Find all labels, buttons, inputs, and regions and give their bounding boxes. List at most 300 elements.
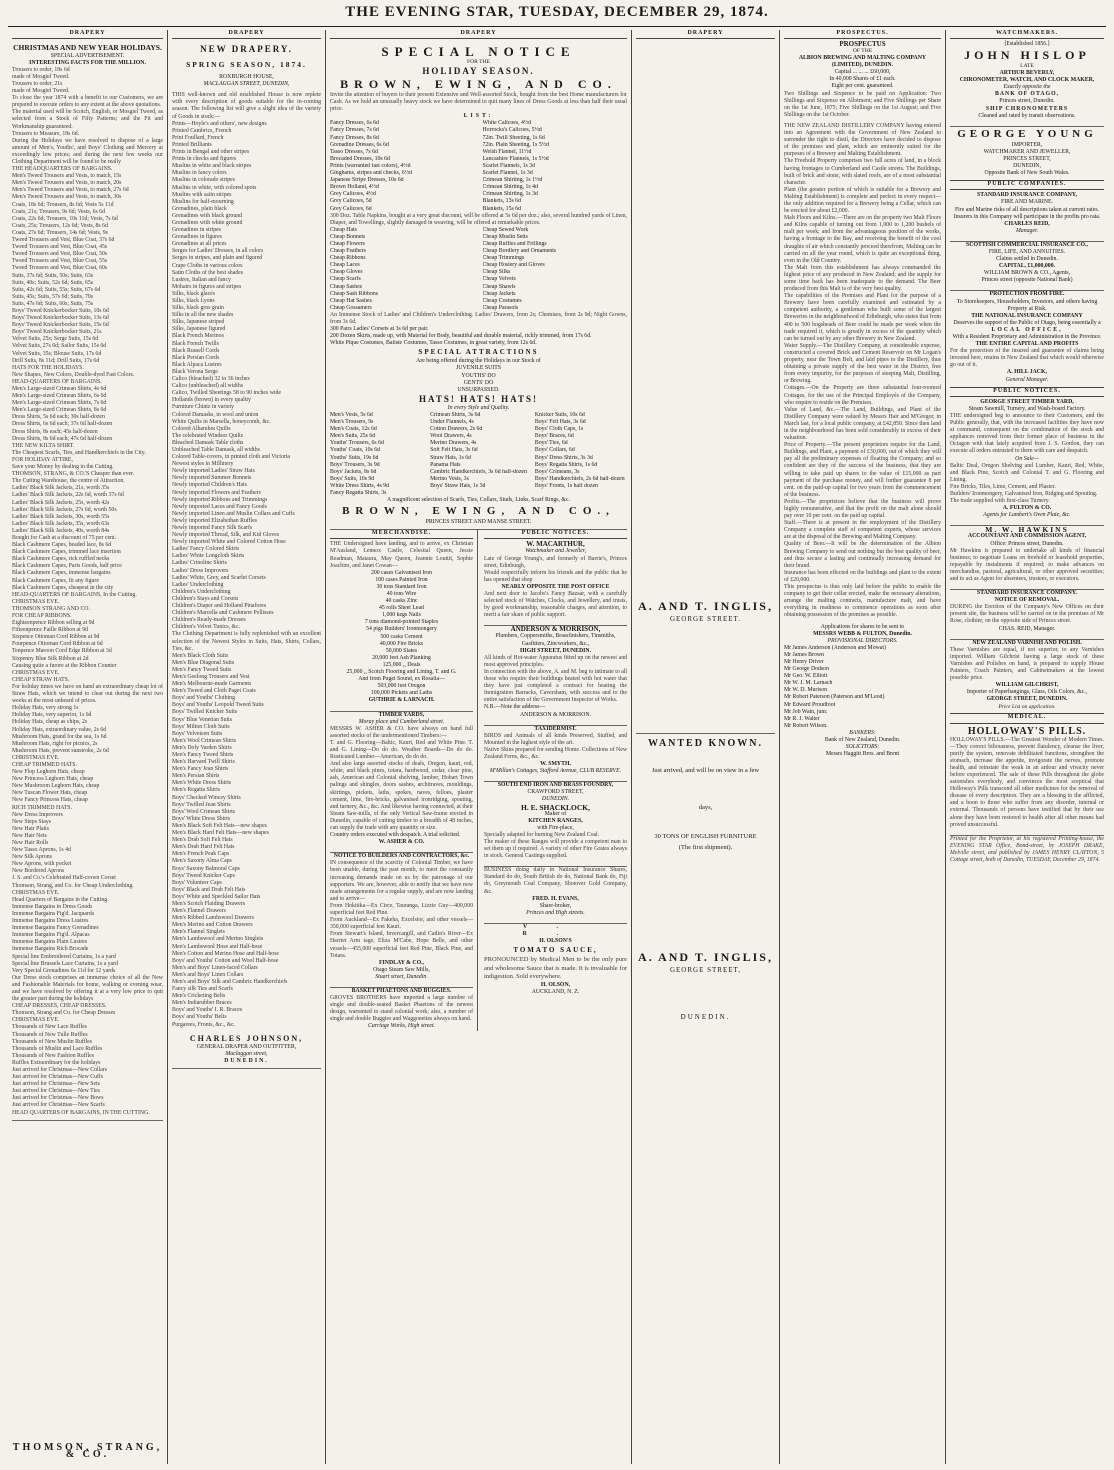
list-item: Silks, Japanese striped	[172, 319, 225, 326]
holloway-title: HOLLOWAY'S PILLS.	[967, 725, 1087, 737]
list-item: Coats, 27s 6d; Trousers, 14s 6d; Vests, 9s	[12, 229, 108, 236]
moray-place: Moray place and Cumberland street.	[358, 718, 445, 725]
column-1	[8, 30, 168, 1464]
list-item: Welsh Flannel, 11½d	[482, 148, 532, 155]
list-item: HEAD QUARTERS OF BARGAINS, IN THE CUTTING.	[12, 1109, 150, 1116]
list-item: Men's Large-sized Crimean Shirts, 7s 6d	[12, 400, 107, 407]
list-item: Just arrived for Christmas—New Scarfs	[12, 1102, 105, 1109]
list-item: Muslins for half-mourning	[172, 198, 234, 205]
cheap-list-b	[483, 227, 628, 312]
list-item: Black French Twills	[172, 340, 219, 347]
brown-agents: WILLIAM BROWN & CO., Agents,	[983, 270, 1071, 277]
southend-title: SOUTH END IRON AND BRASS FOUNDRY,	[497, 782, 614, 789]
cheap-list	[330, 227, 627, 312]
public-notices-col	[484, 530, 627, 1030]
young-title: GEORGE YOUNG	[957, 127, 1097, 140]
list-item: THOMSON, STRANG, & CO.'S Cheaper than ever.	[12, 471, 135, 478]
jack-name: A. HILL JACK,	[1007, 369, 1047, 376]
list-item: Newly imported Fancy Silk Scarfs	[172, 525, 253, 531]
bankers-name: Bank of New Zealand, Dunedin.	[824, 737, 901, 743]
list-item: Serges in stripes, and plain and figured	[172, 255, 263, 262]
on-sale: On Sale—	[1015, 455, 1039, 462]
list-item: Black Cashmere Capes, cheapest in the city	[12, 584, 114, 591]
apply-text: Applications for shares to be sent to	[820, 623, 905, 630]
list-item: Mr Henry Driver	[784, 658, 824, 665]
young-opposite: Opposite Bank of New South Wales.	[984, 170, 1070, 177]
of-the: OF THE	[852, 48, 873, 55]
list-item: Thousands of New Tulle Ruffles	[12, 1031, 88, 1038]
provisional-directors: PROVISIONAL DIRECTORS.	[827, 637, 898, 644]
taxidermist-text-2: Native Skins prepared for sending Home. Collections of New Zealand Ferns, &c., &c.	[484, 746, 627, 760]
list-item: Straw Hats, 1s 6d	[430, 454, 472, 461]
list-item: Cheap Bonnets	[330, 233, 366, 240]
list-item: Children's Velvet Tunics, &c.	[172, 624, 241, 631]
medical-head: MEDICAL.	[950, 713, 1104, 723]
george-street-2: GEORGE STREET,	[669, 965, 742, 974]
list-item: 25,000 ,, Scotch Flooring and Lining, T. and G.	[346, 669, 457, 676]
list-item: Cheap Hosiery and Gloves	[482, 262, 545, 269]
list-item: Lustres, Italian and fancy	[172, 276, 231, 283]
capital-text: CAPITAL, £1,000,000.	[998, 263, 1056, 270]
princes-street: PRINCES STREET AND MANSE STREET.	[425, 519, 532, 526]
list-item: Ladies' Fancy Colored Skirts	[172, 546, 240, 553]
col1-title: CHRISTMAS AND NEW YEAR HOLIDAYS.	[13, 43, 162, 53]
standard-title: STANDARD INSURANCE COMPANY,	[977, 192, 1077, 199]
exactly-opposite: Exactly opposite the	[1003, 84, 1051, 91]
list-item: 20,000 feet Ash Planking	[372, 654, 431, 661]
list-item: Men's Large-sized Crimean Shirts, 6s 6d	[12, 393, 107, 400]
list-item: Men's Flannel Singlets	[172, 929, 225, 936]
anderson-3: HIGH STREET, DUNEDIN.	[519, 647, 592, 654]
list-item: Men's Lambswool Hose and Half-hose	[172, 943, 263, 950]
inglis-title-1: A. AND T. INGLIS,	[638, 599, 773, 614]
smyth-sig: W. SMYTH.	[540, 761, 571, 768]
list-item: Mushroom Hats, grand for the sea, 1s 6d	[12, 733, 107, 740]
public-notices-head-2: PUBLIC NOTICES.	[950, 387, 1104, 397]
established: [Established 1856.]	[1004, 41, 1050, 48]
list-item: Muslins in white, with colored spots	[172, 184, 257, 191]
list-item: Men's Tweed Trousers and Vests, to match, 30s	[12, 194, 122, 201]
findlay-sig: FINDLAY & CO.,	[379, 959, 424, 966]
masthead-rule	[8, 26, 1106, 27]
list-item: Men's Drab Hard Felt Hats	[172, 844, 235, 851]
holloway-text: HOLLOWAY'S PILLS.—The Greatest Wonder of Modern Times.—They correct biliousness, prevent flatulency, cleanse the liver, purify the system, renovate debilitated functions, strengthen the stomach, increase the appetite, invigorate the nerves, promote health, and reinstate the weak in an ardour and vivacity never before experienced. The sale of these Pills throughout the globe astonishes everybody, and convinces the most sceptical that Holloway's Pills transcend all other medicines for the removal of disease of every description. They are a blessing to the afflicted, and a boon to those who suffer from any disorder, internal or external. Thousands of persons have testified that by their use alone they have been restored to health after all other means had proved unsuccessful.	[950, 736, 1104, 828]
hawkins-title: M. W. HAWKINS	[985, 525, 1069, 535]
macarthur-5: NEARLY OPPOSITE THE POST OFFICE	[501, 583, 610, 590]
gilchrist-2: Importer of Paperhangings, Glass, Oils Colors, &c.,	[966, 689, 1088, 696]
garment-list-a	[330, 412, 422, 497]
olson-sig: H. OLSON,	[540, 981, 571, 988]
juvenile-2: YOUTHS' DO	[461, 372, 496, 379]
prospectus-p10: Price of Property.—The present proprietors require for the Land, Buildings, and Plant, a payment of £30,000, out of which they will pay all the preliminary expenses of floating the Company; and so confident are they of the success of the business, that they are willing to take paid up shares to the value of £15,000 as part payment of the purchase money, and will further guarantee 8 per cent. on the paid-up capital for two years from the commencement of the business.	[784, 442, 941, 498]
evans-sig-2: Share-broker,	[539, 902, 572, 909]
pique-text: White Pique Costumes, Batiste Costumes, Tasso Costumes, in great variety, from 12s 6d.	[330, 340, 537, 347]
anderson-4: All kinds of Hot-water Apparatus fitted up on the newest and most approved principles.	[484, 654, 627, 668]
anderson-6: N.B.—Note the address—	[484, 704, 546, 711]
list-item: Drill Suits, 8s 11d; Drill Suits, 17s 6d	[12, 357, 100, 364]
list-item: Youths' Suits, 19s 6d	[330, 454, 379, 461]
list-item: The Clothing Department is fully replenished with an excellent selection of the Newest Styles in Suits, Hats, Shirts, Collars, Ties, &c.	[172, 631, 321, 652]
list-item: Fancy Dresses, 8s 6d	[330, 134, 379, 141]
list-item: Children's Underclothing	[172, 588, 231, 595]
olson-title: H. OLSON'S	[539, 938, 572, 945]
list-item: Newly imported White and Colored Cotton Hose	[172, 539, 286, 546]
cheap-list-a	[330, 227, 475, 312]
list-item: Cheap Parasols	[482, 304, 519, 311]
list-item: Boys' Blue Venetian Suits	[172, 716, 233, 723]
list-item: Newly imported Linen and Muslin Collars and Cuffs	[172, 510, 295, 517]
deserves-text: Deserves the support of the Public of Otago, being essentially a	[953, 319, 1101, 326]
column-4-head: DRAPERY	[636, 30, 775, 39]
list-item: Grenadines, plain black	[172, 205, 227, 212]
list-item: Men's Black Cloth Suits	[172, 652, 229, 659]
list-item: Thomson, Strang, and Co. for Cheap Underclothing.	[12, 882, 134, 889]
anderson-5: In connection with the above, A. and M. beg to intimate to all those who require their buildings heated with hot water that they have just completed a contract for heating the Immigration Barracks, Caversham, with success and to the entire satisfaction of the Government Inspector of Works.	[484, 668, 627, 704]
list-item: Under Flannels, 4s	[430, 419, 474, 426]
list-item: Black Cashmere Capes, rick ruffled necks	[12, 556, 110, 563]
list-item: Dress Shirts, 8s each; 45s half-dozen	[12, 428, 98, 435]
merchandise-head: MERCHANDISE.	[330, 530, 473, 539]
imprint: Printed for the Proprietor, at his registered Printing-house, the EVENING STAR Office, Bond-street, by JOSEPH DRAKE, Melville street, and published by JAMES HENRY CLAYTON, 5 Cottage street, both of Dunedin, TUESDAY, December 29, 1874.	[950, 835, 1104, 863]
list-item: Newly imported Children's Hats	[172, 482, 247, 489]
list-item: Black Cashmere Capes, fit any figure	[12, 577, 99, 584]
list-item: Cheap Costumes	[482, 297, 522, 304]
list-item: Very Special Grenadines 6s 11d for 12 yards	[12, 967, 116, 974]
list-item: Prints in Bengal and other stripes	[172, 149, 250, 156]
list-item: Men's Tweed Trousers and Vests, to match, 27s 6d	[12, 187, 129, 194]
list-item: The Cheapest Scarfs, Ties, and Handkerchiefs in the City.	[12, 449, 146, 456]
directors-list	[784, 645, 941, 730]
list-item: Boys' Regatta Shirts, 1s 6d	[534, 461, 598, 468]
list-item: Purgarees, Fronts, &c., &c.	[172, 1021, 236, 1028]
list-item: RICH TRIMMED HATS.	[12, 804, 72, 811]
list-item: made of Mosgiel Tweed.	[12, 73, 70, 80]
list-item: Boys' Dress Shirts, 3s 3d	[534, 454, 593, 461]
anderson-title: ANDERSON & MORRISON,	[510, 625, 601, 634]
george-street-1: GEORGE STREET.	[669, 615, 742, 624]
list-item: Boys' Trousers, 3s 9d	[330, 461, 380, 468]
gilchrist-3: GEORGE STREET, DUNEDIN.	[986, 696, 1068, 703]
list-item: And from Puget Sound, ex Rosalia—	[358, 676, 445, 683]
list-item: Newly imported Ladies' Straw Hats	[172, 468, 255, 475]
list-item: Men's and Boys' Linen Collars	[172, 971, 244, 978]
list-item: CHRISTMAS EVE.	[12, 598, 60, 605]
list-item: Black Cashmere Capes, beaded lace, 8s 6d	[12, 542, 112, 549]
list-item: New Hair Nets	[12, 832, 47, 839]
list-item: CHEAP DRESSES, CHEAP DRESSES.	[12, 1003, 107, 1010]
list-item: Men's Saxony Alma Caps	[172, 858, 232, 865]
list-item: Silks, Japanese figured	[172, 326, 226, 333]
list-item: Men's Suits, 25s 6d	[330, 433, 376, 440]
list-item: Cheap Bordlery and Ornaments	[482, 248, 557, 255]
asher-text-3: And also large assorted stocks of deals, Oregon, kauri, red, white, and black pines, totara, hardwood, cedar, clear pine, ash, American and Colonial shelving, lumber, Hobart Town palings and shingles, doors sashes, architraves, mouldings, skirtings, pickets, laths, spokes, naves, felloes, plaster cement, lime, fire-bricks, galvanised ironridging, spouting, and turnery, &c., &c. And likewise having connected, at their Steam Saw-mills, of the only Vertical Saw-frame erected in Dunedin, capable of cutting timber to a breadth of 48 inches, can supply the trade with any quantity or size.	[330, 761, 473, 831]
list-item: Cheap Hats	[330, 226, 357, 233]
col2-title: NEW DRAPERY.	[200, 44, 293, 55]
fulton-sig-2: Agents for Lambert's Oven Plate, &c.	[983, 512, 1071, 519]
insurers-text: Insurers in this Company will participate in the profits pro rata.	[953, 213, 1101, 220]
beverly-name: ARTHUR BEVERLY,	[999, 70, 1055, 77]
list-item: New Hair Rolls	[12, 840, 49, 846]
list-item: Crimean Shirting, 1s 4d	[482, 184, 538, 191]
list-item: Men's Drab Soft Felt Hats	[172, 837, 233, 844]
list-item: Dress Shirts, 6s 6d each; 37s 6d half-dozen	[12, 421, 113, 428]
list-item: Men's Harvard Twill Shirts	[172, 759, 235, 766]
list-item: Tweed Trousers and Vest, Blue Coat, 60s	[12, 265, 108, 272]
reid-name: CHARLES REID,	[1004, 220, 1050, 227]
holiday-season: HOLIDAY SEASON.	[422, 66, 535, 76]
list-item: Boys' Volunteer Caps	[172, 879, 222, 886]
list-item: Immense Bargains in Dress Goods	[12, 903, 93, 910]
basket-title: BASKET PHAETONS AND BUGGIES.	[351, 987, 452, 994]
list-item: Ladies' Black Silk Jackets, 30s, worth 55s	[12, 513, 110, 520]
brown-ewing-sig: BROWN, EWING, AND CO.,	[342, 505, 615, 518]
for-the: FOR THE	[466, 59, 491, 66]
list-item: Fancy Regatta Shirts, 3s	[330, 489, 387, 496]
protection-title: PROTECTION FROM FIRE.	[989, 291, 1065, 298]
price-list-a	[330, 120, 475, 212]
masthead-title: THE EVENING STAR, TUESDAY, DECEMBER 29, 1874.	[345, 4, 769, 20]
list-item: Boys' Crimeans, 3s	[534, 468, 580, 475]
columns	[8, 30, 1108, 1464]
list-item: Boys' Jackets, 8s 6d	[330, 468, 377, 475]
col2-season: SPRING SEASON, 1874.	[186, 60, 307, 70]
list-item: Grenadines with white ground	[172, 219, 243, 226]
list-item: HATS FOR THE HOLIDAYS.	[12, 364, 84, 371]
list-item: Black Persian Cords	[172, 354, 220, 361]
shares-line: In 40,000 Shares of £1 each.	[829, 76, 896, 83]
basket-sig: Carriage Works, High street.	[367, 1023, 436, 1030]
fire-marine: FIRE AND MARINE.	[1000, 199, 1053, 206]
list-item: Calico (bleached) 32 to 36 inches	[172, 376, 250, 383]
prospectus-p11: Profits.—The proprietors believe that the business will prove highly remunerative, and that the profit on the malt alone should pay over 10 per cent. on the paid up capital.	[784, 498, 941, 520]
list-item: Black Russell Cords	[172, 347, 220, 354]
list-item: Cheap Gossamers	[330, 304, 372, 311]
list-item: Mr W. J. M. Larnach	[784, 680, 833, 687]
list-item: Furniture Chintz in variety	[172, 404, 234, 411]
list-item: Grenadine Dresses, 6s 6d	[330, 141, 389, 148]
list-item: Men's Cotton and Merino Hose and Half-hose	[172, 950, 279, 957]
list-item: Prints in checks and figures	[172, 156, 237, 163]
list-item: Mr Geo. W. Elliott	[784, 673, 828, 680]
list-item: New Tuscan Flower Hats, cheap	[12, 790, 88, 797]
shacklock-2: Maker of	[544, 810, 567, 817]
young-importer: IMPORTER,	[1011, 141, 1043, 148]
list-item: Newly imported Summer Bonnets	[172, 475, 252, 482]
list-item: FOR HOLIDAY ATTIRE,	[12, 456, 73, 463]
list-item: Tasso Dresses, 7s 6d	[330, 148, 378, 155]
accountant: ACCOUNTANT AND COMMISSION AGENT,	[967, 533, 1087, 540]
prospectus-p5: The Malt from this establishment has always commanded the highest price of any produced in New Zealand; and the supply for some time back has been inadequate to the demand. The Beer produced from this Malt is of the very best quality.	[784, 264, 941, 293]
inglis-dunedin: DUNEDIN.	[680, 1012, 731, 1021]
gst-text-7: The trade supplied with first-class Turnery.	[950, 498, 1050, 505]
list-item: New Mushroom Leghorn Hats, cheap	[12, 783, 100, 790]
list-item: Children's Ready-made Dresses	[172, 617, 246, 624]
list-item: CHRISTMAS EVE.	[12, 669, 60, 676]
list-item: 1,000 kegs Nails	[382, 612, 421, 619]
list-item: Panama Hats	[430, 461, 461, 468]
list-item: Black French Merinos	[172, 333, 224, 340]
list-item: Immense Bargains Fig'd. Alpacas	[12, 932, 90, 939]
prospectus-p8: Cottages.—On the Property are three substantial four-roomed Cottages, for the use of the Principal Employés of the Company, who require to reside on the Premises.	[784, 385, 941, 406]
list-item: Mushroom Hats, right for picnics, 2s	[12, 740, 98, 747]
price-list	[330, 120, 627, 212]
list-item: Men's Cricketing Belts	[172, 993, 226, 1000]
list-item: Ladies' Black Silk Jackets, 40s, worth 84s	[12, 527, 110, 534]
list-heading: LIST:	[463, 113, 494, 120]
list-item: Grenadines in figures	[172, 234, 222, 241]
fire-life: FIRE, LIFE, AND ANNUITIES.	[988, 248, 1066, 255]
juvenile-4: UNSURPASSED.	[457, 386, 500, 393]
list-item: Grenadines in stripes	[172, 227, 221, 234]
list-item: During the Holidays we have resolved to dispose of a large amount of Men's, Youths', and Boys' Clothing and Mercery at exceedingly low prices; and during the next few weeks our Clothing Department will be found to be really	[12, 137, 163, 165]
list-item: Black Cashmere Capes, Paris Goods, half price	[12, 563, 122, 570]
list-item: Mr Job Wain, junr.	[784, 708, 828, 715]
list-item: Colored Table-covers, in printed cloth and Victoria	[172, 454, 290, 461]
list-item: Prints—Hoyle's and others', new designs	[172, 120, 267, 127]
special-attractions: SPECIAL ATTRACTIONS	[418, 348, 539, 357]
hawkins-office: Office: Princes street, Dunedin.	[990, 540, 1064, 547]
list-item: Just arrived for Christmas—New Collars	[12, 1067, 107, 1073]
column-4	[632, 30, 780, 1464]
list-item: Ladies' Dress Improvers	[172, 567, 229, 574]
list-item: Thomson, Strang and Co. for Cheap Dresses	[12, 1010, 116, 1017]
list-item: Special line Brussels Lace Curtains, 1s a yard	[12, 960, 118, 967]
prospectus-title: PROSPECTUS	[839, 40, 886, 49]
underclothing-text: An Immense Stock of Ladies' and Children's Underclothing. Ladies' Drawers, from 2s; Chemises, from 2s 9d; Night Gowns, from 3s 6d.	[330, 311, 627, 325]
list-item: Boys' Braces, 6d	[534, 433, 574, 440]
col1-sub2: INTERESTING FACTS FOR THE MILLION.	[29, 59, 146, 66]
list-item: Tweed Trousers and Vest, Blue Coat, 55s	[12, 258, 108, 265]
list-item: Men's Large-sized Crimean Shirts, 4s 6d	[12, 386, 107, 392]
list-item: 100 cases Painted Iron	[375, 576, 428, 583]
list-item: Coats, 25s; Trousers, 12s 6d; Vests, 8s 6d	[12, 222, 108, 229]
shacklock-4: with Fire-place,	[537, 824, 574, 831]
list-item: Boys' Saxony Balmoral Caps	[172, 865, 240, 872]
list-item: Men's White Dress Shirts	[172, 780, 232, 787]
crawford-street: CRAWFORD STREET,	[527, 789, 584, 796]
list-item: Fancy Dresses, 7s 6d	[330, 127, 379, 134]
list-item: Men's Persian Shirts	[172, 773, 220, 780]
col1-line-list	[12, 67, 163, 1117]
list-item: 72in. Plain Sheeting, 1s 5½d	[482, 141, 550, 148]
list-item: Men's Indiarubber Braces	[172, 1000, 232, 1007]
list-item: Muslins in colorado stripes	[172, 177, 235, 184]
anderson-2: Plumbers, Coppersmiths, Brassfinishers, Tinsmiths, Gasfitters, Zincworkers, &c.,	[495, 633, 616, 647]
list-item: Merino Drawers, 4s	[430, 440, 477, 447]
list-item: Velvet Suits, 25s; Serge Suits, 15s 6d	[12, 336, 99, 343]
public-notices-head: PUBLIC NOTICES.	[484, 530, 627, 539]
macarthur-title: W. MACARTHUR,	[526, 540, 585, 549]
list-item: Boys' Black and Drab Felt Hats	[172, 886, 246, 893]
list-item: Cheap Shawls	[482, 283, 516, 290]
list-item: Sixpence Ottoman Cord Ribbon at 9d	[12, 634, 100, 641]
list-item: Mushroom Hats, prevent sunstroke, 2s 6d	[12, 747, 109, 754]
list-item: Men's Tweed and Cloth Paget Coats	[172, 688, 256, 695]
asher-sig: W. ASHER & CO.	[378, 839, 425, 846]
taxidermist-text: BIRDS and Animals of all kinds Preserved, Stuffed, and Mounted in the highest style of the art.	[484, 732, 627, 746]
list-item: Boys' White and Speckled Sailor Hats	[172, 893, 261, 900]
prospectus-p13: Quality of Beer.—It will be the determination of the Albion Brewing Company to send out nothing but the best quality of beer, and thus secure a lasting and continually increasing demand for their brand.	[784, 541, 941, 569]
list-item: Scarlet Flannel, 1s 3d	[482, 170, 533, 177]
macarthur-6: And next door to Jacobs's Fancy Bazaar, with a carefully selected stock of Watches, Clocks, and Jewellery, and trusts, by good workmanship, reasonable charges, and attention, to merit a fair share of public support.	[484, 591, 627, 619]
list-item: Eighteenpence Ribbon selling at 9d	[12, 620, 95, 627]
capital-line: Capital ... ... ... £60,000,	[834, 69, 891, 76]
list-item: Mr Edward Proudfoot	[784, 701, 836, 708]
list-item: New Steps Stays	[12, 818, 51, 825]
list-item: Tweed Trousers and Vest, Blue Coat, 45s	[12, 244, 108, 251]
macarthur-2: Watchmaker and Jeweller,	[525, 548, 586, 555]
list-item: Children's Diaper and Holland Pinafores	[172, 603, 267, 610]
list-item: Boys' Handkerchiefs, 2s 6d half-dozen	[534, 475, 625, 482]
price-list-b	[483, 120, 628, 212]
brown-ewing-title: BROWN, EWING, AND CO.	[340, 77, 617, 91]
list-item: Boys' Tweed Knickerbocker Suits, 10s 6d	[12, 307, 109, 314]
list-item: 40,000 Fire Bricks	[379, 640, 424, 647]
olson-vr: V. R.	[522, 923, 589, 938]
evans-sig-3: Princes and High streets.	[526, 909, 585, 916]
list-item: Knicker Suits, 10s 6d	[534, 411, 585, 418]
list-item: Coats, 18s 6d; Trousers, 8s 6d; Vests 5s 11d	[12, 201, 114, 208]
list-item: Men's Vests, 5s 6d	[330, 411, 373, 418]
merch-text: THE Undersigned have landing, and to arrive, ex Christian M'Ausland, Lennox Castle, Celestial Queen, Jessie Readman, Mataura, May Queen, Jeannie Louttit, Sophie Joachim, and Janet Cowan—	[330, 541, 473, 569]
prospectus-p7: Water Supply.—The Distillery Company, at considerable expense, constructed a covered Brick and Cement Reservoir on Mr Logan's property, near the Town Belt, and laid pipes to the Distillery, thus obtaining a private supply of the best water in the District, free from every impurity, for the purposes of steeping Malt, Distilling, or Brewing.	[784, 342, 941, 385]
scarfs-text: A magnificent selection of Scarfs, Ties, Collars, Studs, Links, Scarf Rings, &c.	[387, 497, 570, 504]
list-item: 500 casks Cement	[380, 633, 423, 640]
findlay-sig-3: Stuart street, Dunedin.	[375, 973, 428, 980]
list-item: Dress Shirts, 5s 6d each; 30s half-dozen	[12, 414, 105, 421]
apply-to: MESSRS WEBB & FULTON, Dunedin.	[813, 630, 912, 637]
inglis-title-2: A. AND T. INGLIS,	[638, 949, 773, 964]
list-item: Boys' Fronts, 1s half dozen	[534, 482, 598, 489]
albion-title: ALBION BREWING AND MALTING COMPANY (LIMITED), DUNEDIN.	[798, 55, 927, 69]
col1-signature: THOMSON, STRANG, & CO.	[12, 1441, 163, 1460]
list-item: Grenadines at all prices	[172, 241, 227, 248]
col2-intro: THIS well-known and old established House is now replete with every description of goods suitable for the in-coming season. The following list will give a slight idea of the variety of Goods in stock:—	[172, 92, 321, 120]
entire-capital: THE ENTIRE CAPITAL AND PROFITS	[975, 341, 1079, 348]
list-item: New Shapes, New Colors, Double-dyed Fast Colors.	[12, 371, 135, 378]
list-item: Mr R. J. Walter	[784, 715, 820, 722]
shacklock-title: H. E. SHACKLOCK,	[521, 802, 590, 812]
list-item: Thousands of Muslin and Lace Ruffles	[12, 1045, 103, 1052]
list-item: Men's and Boys' Linen-faced Collars	[172, 964, 258, 971]
special-notice: SPECIAL NOTICE	[381, 44, 576, 60]
list-item: Silks in all the new shades	[172, 312, 234, 319]
list-item: Men's Blue Diagonal Suits	[172, 659, 235, 666]
list-item: Our Dress stock comprises an immense choice of all the New and Fashionable Materials for home, walking or evening wear, and we have resolved by offering it at a very low price to quit the greater part during the holidays	[12, 974, 163, 1003]
list-item: Suits, 45s; Suits, 57s 6d; Suits, 70s	[12, 293, 94, 300]
list-item: Cheap Ribbons	[330, 255, 366, 262]
list-item: Men's Large-sized Crimean Shirts, 8s 6d	[12, 407, 107, 414]
list-item: Immense Bargains Fig'd. Jacquards	[12, 910, 95, 917]
list-item: Boys' Tweed Knickerbocker Suits, 15s 6d	[12, 322, 109, 329]
terms-text: Two Shillings and Sixpence to be paid on Application: Two Shillings and Sixpence on Allotment; and Five Shillings per Share on the 1st June, 1875; Five Shillings on the 1st August; and Five Shillings on the 1st October.	[784, 90, 941, 118]
list-item: Ladies' Black Silk Jackets, 21s, worth 35s	[12, 485, 110, 492]
young-dunedin: DUNEDIN,	[1013, 163, 1041, 170]
column-2	[168, 30, 326, 1464]
list-item: Suits, 47s 6d; Suits, 60s; Suits, 75s	[12, 300, 94, 307]
list-item: To close the year 1874 with a benefit to our Customers, we are prepared to execute orders to any extent at the above quotations.	[12, 95, 163, 109]
list-item: Muslins in white and black stripes	[172, 163, 252, 170]
resident-text: With a Resident Proprietary and Administration in the Province.	[952, 334, 1102, 340]
hats-heading: HATS! HATS! HATS!	[418, 393, 538, 404]
list-item: Cotton Drawers, 2s 6d	[430, 426, 483, 433]
list-item: Coats, 21s; Trousers, 9s 6d; Vests, 6s 6d	[12, 208, 105, 215]
gst-text-5: Fire Bricks, Tiles, Lime, Cement, and Plaster.	[950, 483, 1056, 490]
list-item: Boys' Straw Hats, 1s 3d	[430, 482, 486, 489]
list-item: Grey Calicoes, 6d	[330, 205, 372, 212]
list-item: Prints (warranted fast colors), 4½d	[330, 162, 411, 169]
list-item: Ruffles Extraordinary for the holidays	[12, 1059, 101, 1066]
